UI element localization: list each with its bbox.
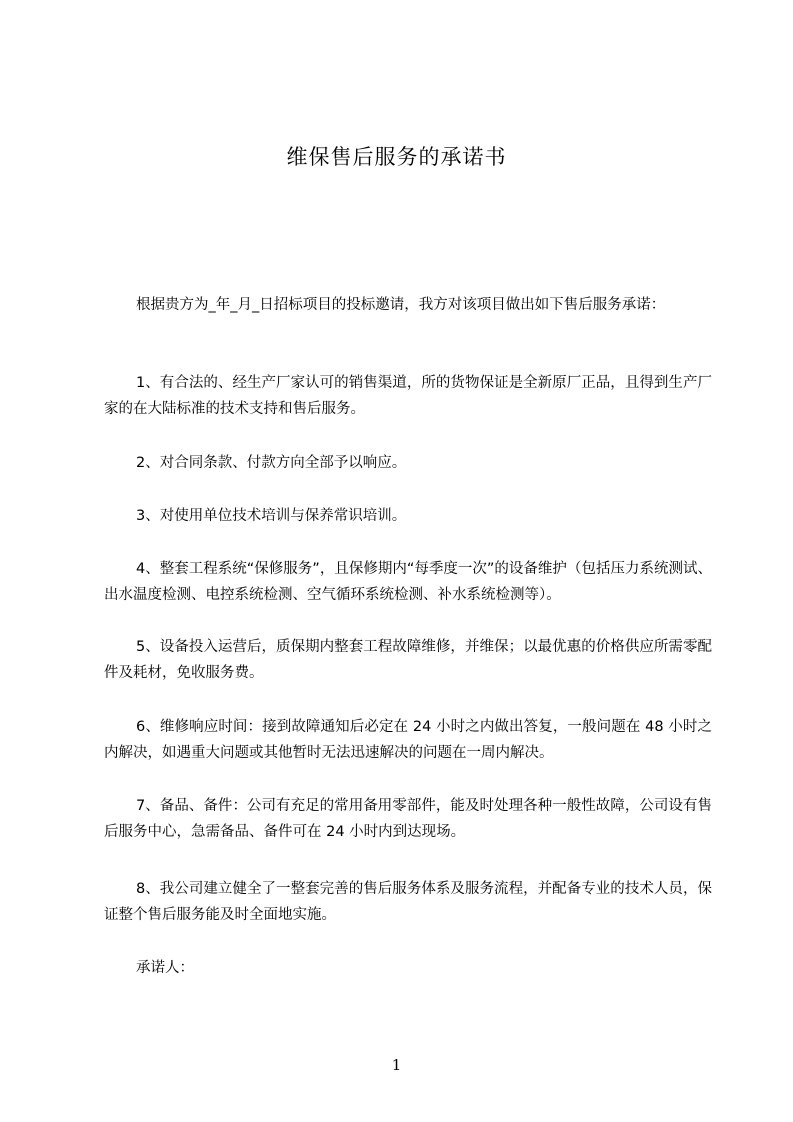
page-number: 1 [391, 1056, 402, 1074]
document-title: 维保售后服务的承诺书 [286, 145, 507, 169]
commitment-item-6: 6、维修响应时间：接到故障通知后必定在 24 小时之内做出答复，一般问题在 48 小时之内解决，如遇重大问题或其他暂时无法迅速解决的问题在一周内解决。 [104, 719, 712, 761]
commitment-item-4: 4、整套工程系统“保修服务”，且保修期内“每季度一次”的设备维护（包括压力系统测试、出水温度检测、电控系统检测、空气循环系统检测、补水系统检测等）。 [104, 561, 712, 603]
commitment-item-5: 5、设备投入运营后，质保期内整套工程故障维修，并维保；以最优惠的价格供应所需零配件及耗材，免收服务费。 [104, 639, 712, 681]
commitment-item-8: 8、我公司建立健全了一整套完善的售后服务体系及服务流程，并配备专业的技术人员，保证整个售后服务能及时全面地实施。 [104, 881, 712, 923]
signer-label: 承诺人： [136, 960, 194, 976]
intro-paragraph: 根据贵方为_年_月_日招标项目的投标邀请，我方对该项目做出如下售后服务承诺： [136, 297, 666, 313]
commitment-item-3: 3、对使用单位技术培训与保养常识培训。 [136, 508, 407, 524]
commitment-item-7: 7、备品、备件：公司有充足的常用备用零部件，能及时处理各种一般性故障，公司设有售后服务中心，急需备品、备件可在 24 小时内到达现场。 [104, 798, 712, 840]
commitment-item-2: 2、对合同条款、付款方向全部予以响应。 [136, 455, 407, 471]
commitment-item-1: 1、有合法的、经生产厂家认可的销售渠道，所的货物保证是全新原厂正品，且得到生产厂家的在大陆标准的技术支持和售后服务。 [104, 375, 712, 417]
